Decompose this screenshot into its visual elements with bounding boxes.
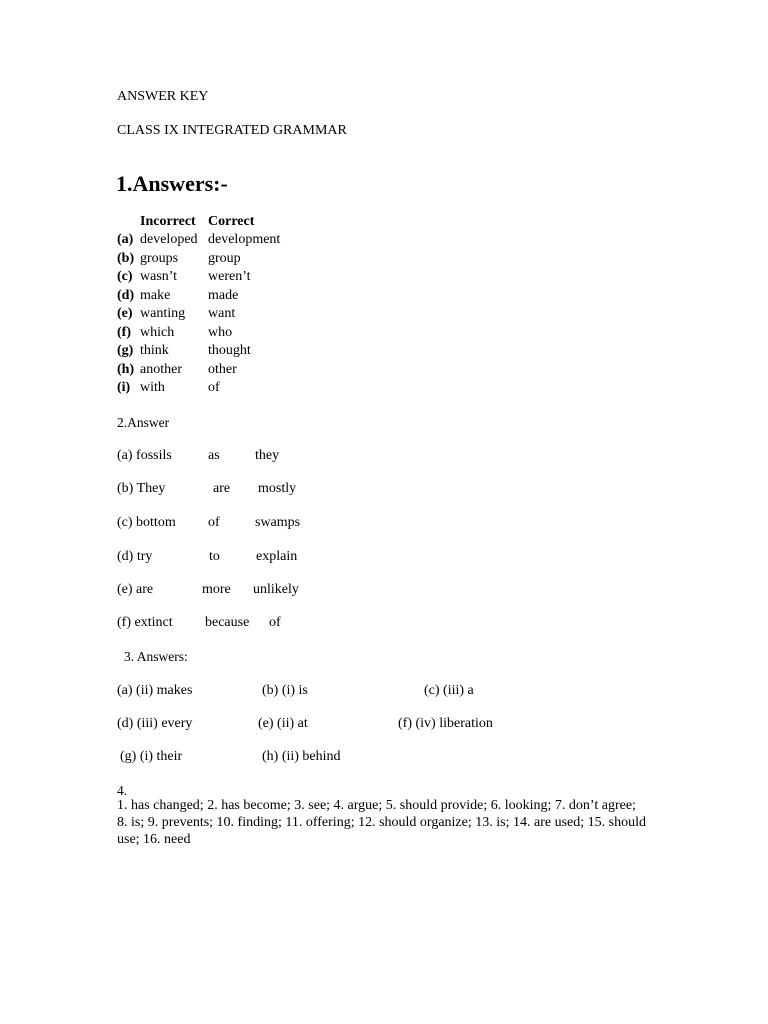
answer-part-2: are (213, 481, 231, 496)
correct-word: thought (208, 343, 251, 358)
incorrect-word: groups (140, 250, 179, 266)
row-label: (f) (117, 324, 131, 340)
row-label: (e) (117, 306, 133, 321)
answer-part-3: swamps (255, 515, 301, 530)
col-incorrect-header: Incorrect (140, 214, 196, 229)
answer-c: (c) (iii) a (424, 683, 474, 698)
answer-part-1: (c) bottom (117, 515, 176, 530)
row-label: (b) (117, 250, 135, 266)
answer-part-1: (d) try (117, 549, 153, 564)
answer-key-heading: ANSWER KEY (117, 89, 209, 104)
correct-word: development (208, 232, 281, 247)
answer-part-1: (f) extinct (117, 615, 173, 630)
answer-part-1: (b) They (117, 481, 166, 496)
answer-b: (b) (i) is (262, 683, 308, 698)
row-label: (a) (117, 232, 134, 247)
row-label: (i) (117, 380, 131, 395)
answer-part-2: of (208, 515, 220, 530)
answer-part-3: unlikely (253, 582, 299, 597)
class-heading: CLASS IX INTEGRATED GRAMMAR (117, 123, 347, 138)
correct-word: want (208, 306, 236, 321)
row-label: (c) (117, 269, 133, 284)
col-correct-header: Correct (208, 214, 255, 229)
incorrect-word: wanting (140, 306, 186, 321)
incorrect-word: with (140, 380, 165, 395)
section3-title: 3. Answers: (124, 649, 188, 664)
answer-part-3: they (255, 448, 280, 463)
answer-f: (f) (iv) liberation (398, 716, 493, 731)
row-label: (g) (117, 343, 134, 358)
answer-part-3: explain (256, 549, 298, 564)
incorrect-word: which (140, 324, 175, 340)
answer-part-2: as (208, 448, 220, 463)
incorrect-word: think (140, 343, 169, 358)
correct-word: who (208, 324, 233, 340)
answer-part-1: (e) are (117, 582, 154, 597)
row-label: (d) (117, 287, 135, 303)
incorrect-word: make (140, 287, 171, 303)
answer-h: (h) (ii) behind (262, 749, 341, 764)
section4-answers: 1. has changed; 2. has become; 3. see; 4. argue; 5. should provide; 6. looking; 7. don’t agree; 8. is; 9. prevents; 10. finding; 11. offering; 12. should organize; 13. is; 14. are used; 15. should use; 16. need (117, 798, 646, 847)
answer-part-2: more (202, 582, 231, 597)
correct-word: made (208, 287, 239, 303)
correct-word: other (208, 361, 237, 377)
answer-part-1: (a) fossils (117, 448, 172, 463)
answer-part-2: because (205, 615, 250, 630)
answer-a: (a) (ii) makes (117, 683, 193, 698)
correct-word: group (208, 250, 241, 266)
answer-part-3: mostly (258, 481, 297, 496)
answer-part-2: to (209, 549, 220, 564)
section4-title: 4. (117, 783, 128, 798)
answer-e: (e) (ii) at (258, 716, 308, 731)
incorrect-word: wasn’t (140, 269, 178, 284)
correct-word: of (208, 380, 220, 395)
correct-word: weren’t (208, 269, 251, 284)
answer-g: (g) (i) their (120, 749, 183, 764)
section2-title: 2.Answer (117, 415, 170, 430)
row-label: (h) (117, 361, 135, 377)
incorrect-word: developed (140, 232, 198, 247)
answer-d: (d) (iii) every (117, 716, 193, 731)
answer-part-3: of (269, 615, 281, 630)
section1-title: 1.Answers:- (116, 171, 228, 196)
incorrect-word: another (140, 361, 182, 377)
